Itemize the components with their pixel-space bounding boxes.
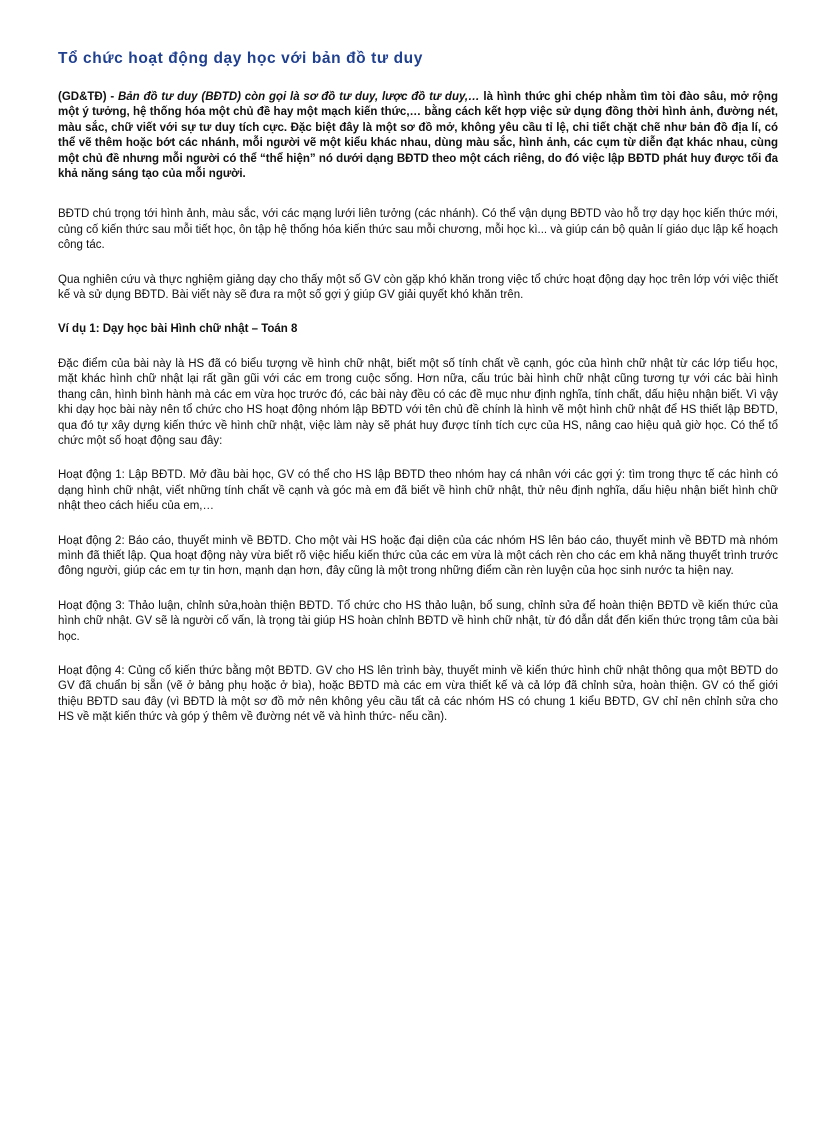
lead-dash: - [106, 91, 118, 103]
example-heading: Ví dụ 1: Dạy học bài Hình chữ nhật – Toán 8 [58, 323, 298, 336]
article-title: Tổ chức hoạt động dạy học với bản đồ tư duy [58, 50, 423, 67]
document-page [58, 50, 778, 745]
body-paragraph-2: Qua nghiên cứu và thực nghiệm giảng dạy cho thấy một số GV còn gặp khó khăn trong việc tổ chức hoạt động dạy học trên lớp với việc thiết kế và sử dụng BĐTD. Bài viết này sẽ đưa ra một số gợi ý giúp GV giải quyết khó khăn trên. [58, 273, 778, 302]
activity-4-paragraph: Hoạt động 4: Củng cố kiến thức bằng một BĐTD. GV cho HS lên trình bày, thuyết minh về kiến thức hình chữ nhật thông qua một BĐTD do GV đã chuẩn bị sẵn (vẽ ở bảng phụ hoặc ở bìa), hoặc BĐTD mà các em vừa thiết kế và cả lớp đã chỉnh sửa, hoàn thiện. GV có thể giới thiệu BĐTD sau đây (vì BĐTD là một sơ đồ mở nên không yêu cầu tất cả các nhóm HS có chung 1 kiểu BĐTD, GV chỉ nên chỉnh sửa cho HS về mặt kiến thức và góp ý thêm về đường nét vẽ và hình thức- nếu cần). [58, 664, 778, 724]
activity-3-paragraph: Hoạt động 3: Thảo luận, chỉnh sửa,hoàn thiện BĐTD. Tổ chức cho HS thảo luận, bổ sung, chỉnh sửa để hoàn thiện BĐTD về kiến thức của hình chữ nhật. GV sẽ là người cố vấn, là trọng tài giúp HS hoàn chỉnh BĐTD về hình chữ nhật, từ đó dẫn dắt đến kiến thức trọng tâm của bài học. [58, 599, 778, 643]
lead-source: (GD&TĐ) [58, 91, 107, 103]
lead-text: là hình thức ghi chép nhằm tìm tòi đào sâu, mở rộng một ý tưởng, hệ thống hóa một chủ đề hay một mạch kiến thức,… bằng cách kết hợp việc sử dụng đồng thời hình ảnh, đường nét, màu sắc, chữ viết với sự tư duy tích cực. Đặc biệt đây là một sơ đồ mở, không yêu cầu tỉ lệ, chi tiết chặt chẽ như bản đồ địa lí, có thể vẽ thêm hoặc bớt các nhánh, mỗi người vẽ một kiểu khác nhau, dùng màu sắc, hình ảnh, các cụm từ diễn đạt khác nhau, cùng một chủ đề nhưng mỗi người có thể “thể hiện” nó dưới dạng BĐTD theo một cách riêng, do đó việc lập BĐTD phát huy được tối đa khả năng sáng tạo của mỗi người. [58, 91, 778, 181]
activity-2-paragraph: Hoạt động 2: Báo cáo, thuyết minh về BĐTD. Cho một vài HS hoặc đại diện của các nhóm HS lên báo cáo, thuyết minh về BĐTD mà nhóm mình đã thiết lập. Qua hoạt động này vừa biết rõ việc hiểu kiến thức của các em vừa là một cách rèn cho các em khả năng thuyết trình trước đông người, giúp các em tự tin hơn, mạnh dạn hơn, đây cũng là một trong những điểm cần rèn luyện của học sinh nước ta hiện nay. [58, 534, 778, 578]
body-paragraph-1: BĐTD chú trọng tới hình ảnh, màu sắc, với các mạng lưới liên tưởng (các nhánh). Có thể vận dụng BĐTD vào hỗ trợ dạy học kiến thức mới, củng cố kiến thức sau mỗi tiết học, ôn tập hệ thống hóa kiến thức sau mỗi chương, mỗi học kì... và giúp cán bộ quản lí giáo dục lập kế hoạch công tác. [58, 208, 778, 252]
body-paragraph-3: Đặc điểm của bài này là HS đã có biểu tượng về hình chữ nhật, biết một số tính chất về cạnh, góc của hình chữ nhật từ các lớp tiểu học, mặt khác hình chữ nhật lại rất gần gũi với các em trong cuộc sống. Hơn nữa, cấu trúc bài hình chữ nhật cũng tương tự với các bài hình thang cân, hình bình hành mà các em vừa học trước đó, các bài này đều có các đề mục như định nghĩa, tính chất, dấu hiệu nhận biết. Vì vậy khi dạy học bài này nên tổ chức cho HS hoạt động nhóm lập BĐTD với tên chủ đề chính là hình vẽ một hình chữ nhật để HS thiết lập BĐTD, qua đó tự xây dựng kiến thức về hình chữ nhật, việc làm này sẽ phát huy được tính tích cực của HS, nâng cao hiệu quả giờ học. Có thể tổ chức một số hoạt động sau đây: [58, 357, 778, 447]
lead-term: Bản đồ tư duy (BĐTD) còn gọi là sơ đồ tư duy, lược đồ tư duy,… [117, 91, 480, 103]
activity-1-paragraph: Hoạt động 1: Lập BĐTD. Mở đầu bài học, GV có thể cho HS lập BĐTD theo nhóm hay cá nhân với các gợi ý: tìm trong thực tế các hình có dạng hình chữ nhật, viết những tính chất về cạnh và góc mà em đã biết về hình chữ nhật, thử nêu định nghĩa, dấu hiệu nhận biết hình chữ nhật theo cách hiểu của em,… [58, 469, 778, 513]
lead-paragraph [58, 90, 778, 182]
